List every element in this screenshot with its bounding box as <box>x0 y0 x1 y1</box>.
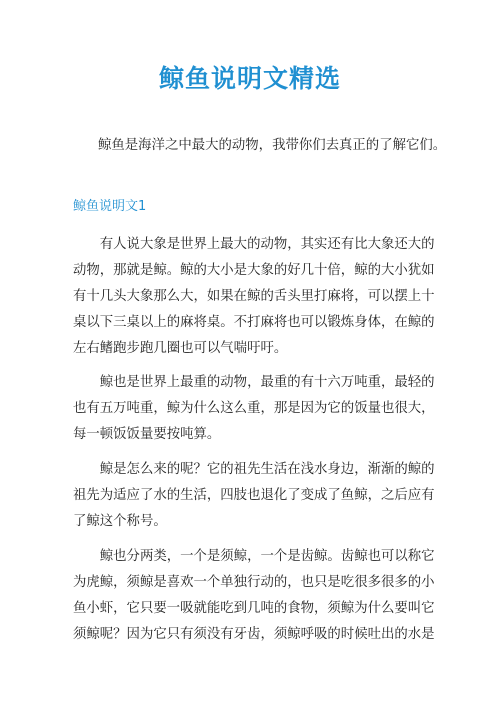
paragraph-line: 有十几头大象那么大，如果在鲸的舌头里打麻将，可以摆上十 <box>73 289 435 304</box>
paragraph-line: 也有五万吨重，鲸为什么这么重，那是因为它的饭量也很大， <box>73 401 435 416</box>
page-title: 鲸鱼说明文精选 <box>158 64 341 93</box>
paragraph-1 <box>73 232 433 362</box>
intro-text: 鲸鱼是海洋之中最大的动物，我带你们去真正的了解它们。 <box>98 138 447 153</box>
paragraph-line: 鲸也是世界上最重的动物，最重的有十六万吨重，最轻的 <box>73 375 435 390</box>
paragraph-line: 桌以下三桌以上的麻将桌。不打麻将也可以锻炼身体，在鲸的 <box>73 315 435 330</box>
paragraph-line: 左右鳍跑步跑几圈也可以气喘吁吁。 <box>73 341 288 356</box>
paragraph-line: 须鲸呢？因为它只有须没有牙齿，须鲸呼吸的时候吐出的水是 <box>73 627 435 642</box>
paragraph-line: 每一顿饭饭量要按吨算。 <box>73 427 221 442</box>
paragraph-line: 为虎鲸，须鲸是喜欢一个单独行动的，也只是吃很多很多的小 <box>73 575 435 590</box>
paragraph-line: 鲸也分两类，一个是须鲸，一个是齿鲸。齿鲸也可以称它 <box>73 549 435 564</box>
paragraph-3 <box>73 457 433 535</box>
paragraph-line: 动物，那就是鲸。鲸的大小是大象的好几十倍，鲸的大小犹如 <box>73 263 435 278</box>
paragraph-line: 了鲸这个称号。 <box>73 514 167 529</box>
paragraph-line: 祖先为适应了水的生活，四肢也退化了变成了鱼鲸，之后应有 <box>73 488 435 503</box>
paragraph-line: 有人说大象是世界上最大的动物，其实还有比大象还大的 <box>73 237 435 252</box>
section-heading: 鲸鱼说明文1 <box>73 199 147 214</box>
paragraph-line: 鱼小虾，它只要一吸就能吃到几吨的食物，须鲸为什么要叫它 <box>73 601 435 616</box>
paragraph-4 <box>73 544 433 648</box>
paragraph-line: 鲸是怎么来的呢？它的祖先生活在浅水身边，渐渐的鲸的 <box>73 462 435 477</box>
paragraph-2 <box>73 370 433 448</box>
